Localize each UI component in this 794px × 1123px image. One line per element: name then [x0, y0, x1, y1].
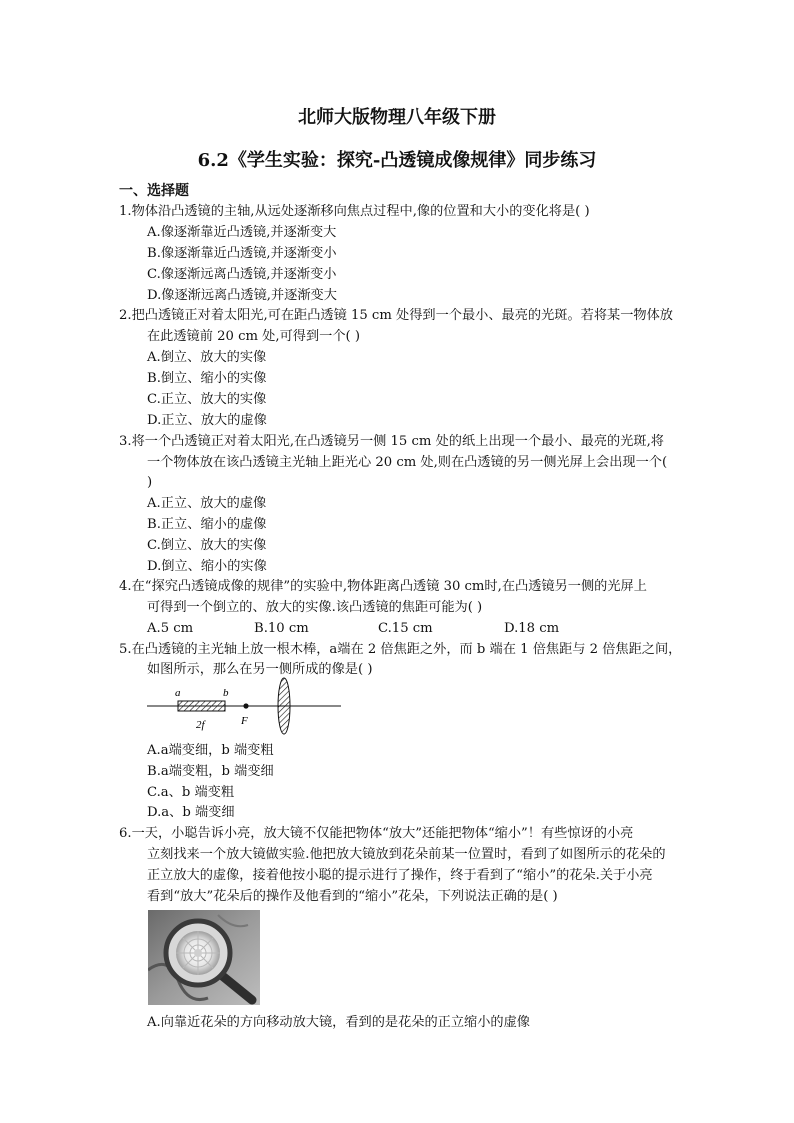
question-6-stem-line-1: 6.一天，小聪告诉小亮，放大镜不仅能把物体“放大”还能把物体“缩小”！有些惊讶的小亮 [119, 826, 634, 841]
question-2-option-b: B.倒立、缩小的实像 [147, 371, 267, 386]
magnifier-flower-photo [148, 910, 260, 1005]
focal-point-dot [243, 703, 248, 708]
question-5-option-c: C.a、b 端变粗 [147, 785, 235, 800]
label-a: a [175, 687, 181, 699]
question-4-option-a: A.5 cm [147, 621, 194, 636]
question-1-option-b: B.像逐渐靠近凸透镜,并逐渐变小 [147, 246, 337, 261]
question-6-stem-line-2: 立刻找来一个放大镜做实验.他把放大镜放到花朵前某一位置时，看到了如图所示的花朵的 [147, 847, 666, 862]
document-title: 北师大版物理八年级下册 [298, 107, 496, 128]
question-5-stem-line-1: 5.在凸透镜的主光轴上放一根木棒，a端在 2 倍焦距之外，而 b 端在 1 倍焦距与 2 倍焦距之间， [119, 642, 682, 657]
question-3-stem-line-2: 一个物体放在该凸透镜主光轴上距光心 20 cm 处,则在凸透镜的另一侧光屏上会出现一个( [147, 455, 668, 470]
question-3-stem-line-1: 3.将一个凸透镜正对着太阳光,在凸透镜另一侧 15 cm 处的纸上出现一个最小、最亮的光斑,将 [119, 434, 664, 449]
lens-stick-diagram [145, 676, 345, 738]
convex-lens [278, 678, 290, 734]
question-2-option-a: A.倒立、放大的实像 [147, 350, 267, 365]
question-3-option-a: A.正立、放大的虚像 [147, 496, 267, 511]
section-heading: 一、选择题 [119, 183, 189, 199]
question-5-stem-line-2: 如图所示，那么在另一侧所成的像是( ) [147, 662, 373, 677]
question-2-stem-line-1: 2.把凸透镜正对着太阳光,可在距凸透镜 15 cm 处得到一个最小、最亮的光斑。若将某一物体放 [119, 308, 673, 323]
question-5-option-d: D.a、b 端变细 [147, 805, 235, 820]
question-5-option-a: A.a端变细，b 端变粗 [147, 743, 274, 758]
question-1-stem: 1.物体沿凸透镜的主轴,从远处逐渐移向焦点过程中,像的位置和大小的变化将是( ) [119, 204, 590, 219]
question-2-stem-line-2: 在此透镜前 20 cm 处,可得到一个( ) [147, 329, 360, 344]
question-1-option-c: C.像逐渐远离凸透镜,并逐渐变小 [147, 267, 337, 282]
question-5-option-b: B.a端变粗，b 端变细 [147, 764, 274, 779]
question-4-options [147, 618, 647, 639]
question-4-option-d: D.18 cm [504, 621, 560, 636]
label-2f: 2f [196, 719, 205, 731]
question-4-stem-line-1: 4.在“探究凸透镜成像的规律”的实验中,物体距离凸透镜 30 cm时,在凸透镜另一侧的光屏上 [119, 579, 647, 594]
question-3-option-d: D.倒立、缩小的实像 [147, 559, 267, 574]
question-3-option-b: B.正立、缩小的虚像 [147, 517, 267, 532]
question-4-stem-line-2: 可得到一个倒立的、放大的实像.该凸透镜的焦距可能为( ) [147, 600, 483, 615]
question-6-option-a: A.向靠近花朵的方向移动放大镜，看到的是花朵的正立缩小的虚像 [147, 1015, 530, 1030]
question-4-option-c: C.15 cm [378, 621, 433, 636]
question-2-option-d: D.正立、放大的虚像 [147, 413, 267, 428]
question-6-stem-line-4: 看到“放大”花朵后的操作及他看到的“缩小”花朵，下列说法正确的是( ) [147, 889, 558, 904]
document-subtitle: 6.2《学生实验：探究-凸透镜成像规律》同步练习 [197, 150, 597, 171]
question-6-stem-line-3: 正立放大的虚像，接着他按小聪的提示进行了操作，终于看到了“缩小”的花朵.关于小亮 [147, 868, 653, 883]
question-2-option-c: C.正立、放大的实像 [147, 392, 267, 407]
question-3-option-c: C.倒立、放大的实像 [147, 538, 267, 553]
question-1-option-d: D.像逐渐远离凸透镜,并逐渐变大 [147, 288, 337, 303]
wooden-stick [178, 701, 225, 711]
label-b: b [223, 687, 229, 699]
question-1-option-a: A.像逐渐靠近凸透镜,并逐渐变大 [147, 225, 337, 240]
question-3-stem-line-3: ) [147, 475, 153, 490]
question-4-option-b: B.10 cm [254, 621, 309, 636]
label-f: F [241, 715, 248, 727]
